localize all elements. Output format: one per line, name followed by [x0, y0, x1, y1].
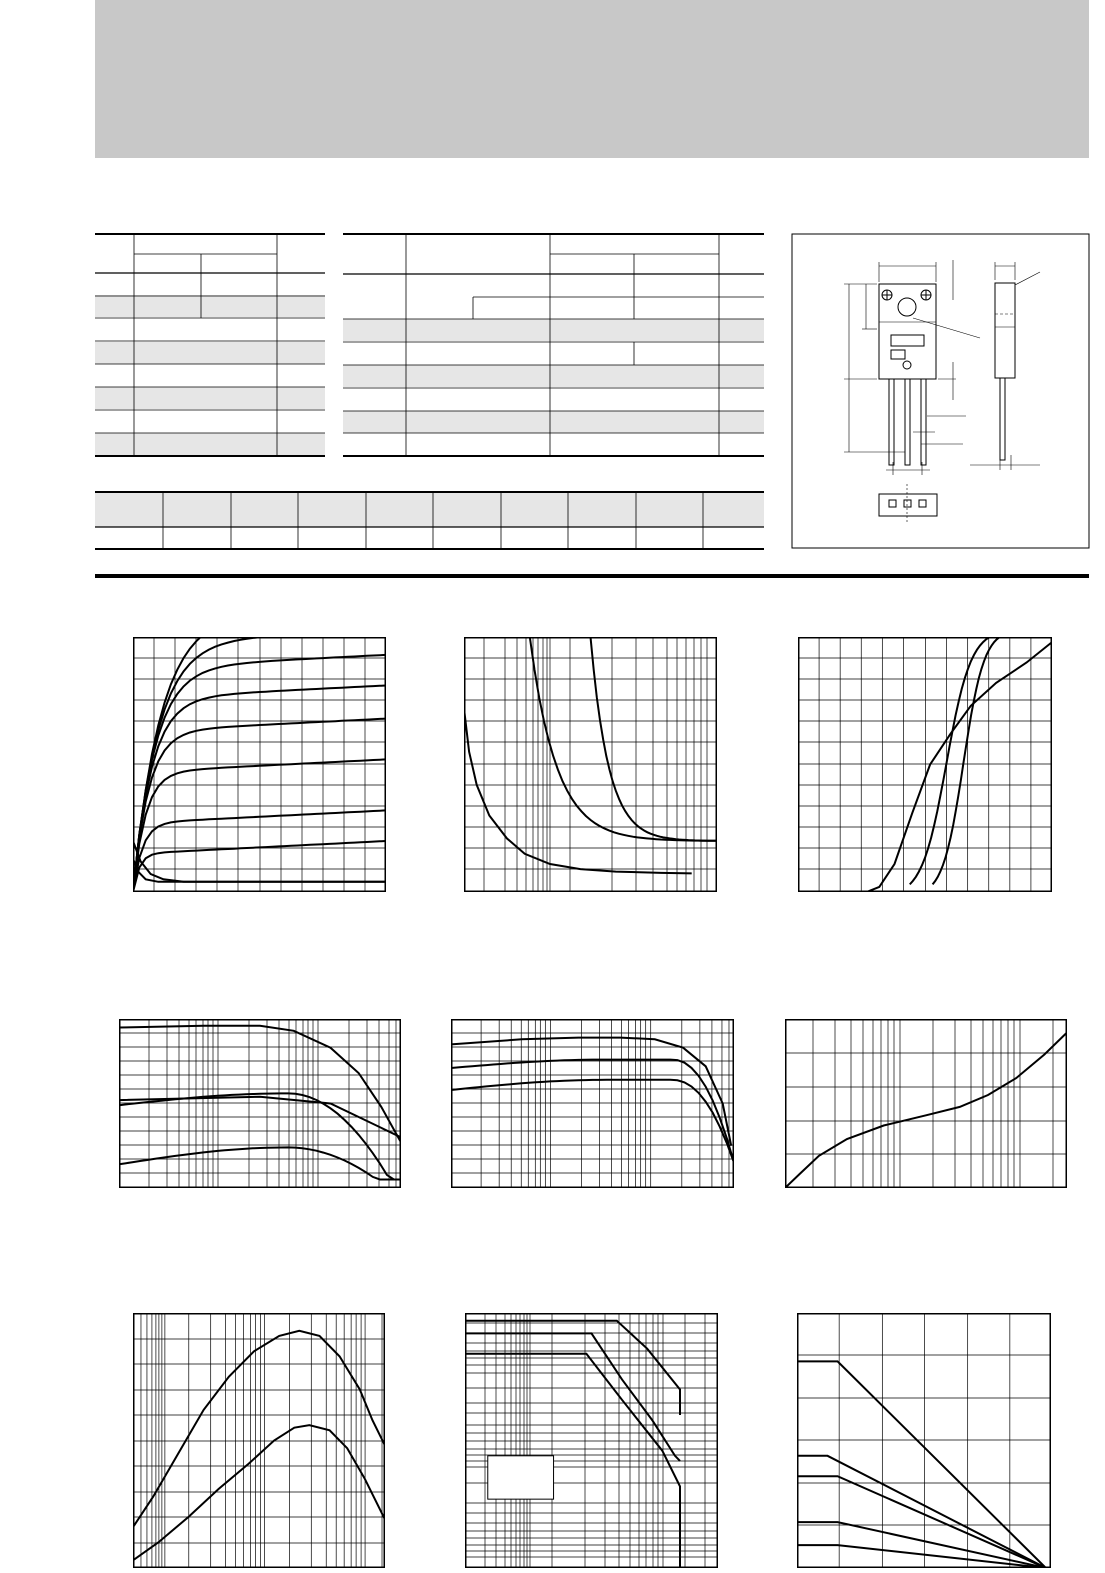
- curve-family-5: [133, 686, 386, 893]
- curve-2: [465, 1333, 680, 1461]
- curve-family-2: [119, 1147, 401, 1179]
- curve-family-1: [119, 1093, 401, 1179]
- curve-family-2: [933, 637, 1036, 884]
- curve-family-2: [451, 1080, 734, 1163]
- curve-1: [451, 1038, 731, 1146]
- graph-1: [133, 637, 386, 892]
- curve-3: [465, 1321, 680, 1415]
- graph-2: [464, 637, 717, 892]
- plot-frame: [134, 1314, 385, 1568]
- graph-plot: [798, 637, 1052, 892]
- graph-plot: [133, 637, 386, 892]
- graph-7: [133, 1313, 385, 1568]
- graph-plot: [465, 1313, 718, 1568]
- graph-plot: [133, 1313, 385, 1568]
- curve-family-1: [530, 637, 717, 841]
- curve-1: [133, 1331, 385, 1527]
- spec-table-right: [343, 234, 764, 456]
- curve-1: [464, 708, 692, 873]
- curve-family-8: [133, 637, 386, 892]
- curve-family-6: [133, 655, 386, 892]
- graph-3: [798, 637, 1052, 892]
- curve-1: [785, 1033, 1067, 1189]
- graph-4: [119, 1019, 401, 1188]
- curve-family-4: [133, 719, 386, 892]
- graph-plot: [119, 1019, 401, 1188]
- curve-family-1: [910, 637, 1032, 884]
- curve-family-1: [133, 841, 386, 892]
- curve-family-7: [133, 637, 386, 892]
- graph-plot: [797, 1313, 1051, 1568]
- spec-table-left: [95, 234, 325, 456]
- graph-8: [465, 1313, 718, 1568]
- plot-frame: [120, 1020, 401, 1188]
- graph-9: [797, 1313, 1051, 1568]
- plot-frame: [465, 638, 717, 892]
- plot-frame: [798, 1314, 1051, 1568]
- curve-1: [867, 642, 1052, 892]
- plot-frame: [786, 1020, 1067, 1188]
- curve-1: [797, 1361, 1046, 1568]
- curve-1: [119, 1026, 401, 1143]
- plot-frame: [452, 1020, 734, 1188]
- graph-plot: [464, 637, 717, 892]
- graph-6: [785, 1019, 1067, 1188]
- curve-2: [133, 1425, 385, 1560]
- curve-family-3: [133, 759, 386, 892]
- curve-1: [133, 859, 386, 882]
- graph-plot: [785, 1019, 1067, 1188]
- plot-frame: [799, 638, 1052, 892]
- graph-plot: [451, 1019, 734, 1188]
- curve-family-2: [591, 637, 718, 841]
- package-outline-drawing: [792, 234, 1089, 548]
- graph-5: [451, 1019, 734, 1188]
- plot-frame: [134, 638, 386, 892]
- legend-box: [488, 1456, 554, 1499]
- spec-table-bottom: [95, 492, 764, 549]
